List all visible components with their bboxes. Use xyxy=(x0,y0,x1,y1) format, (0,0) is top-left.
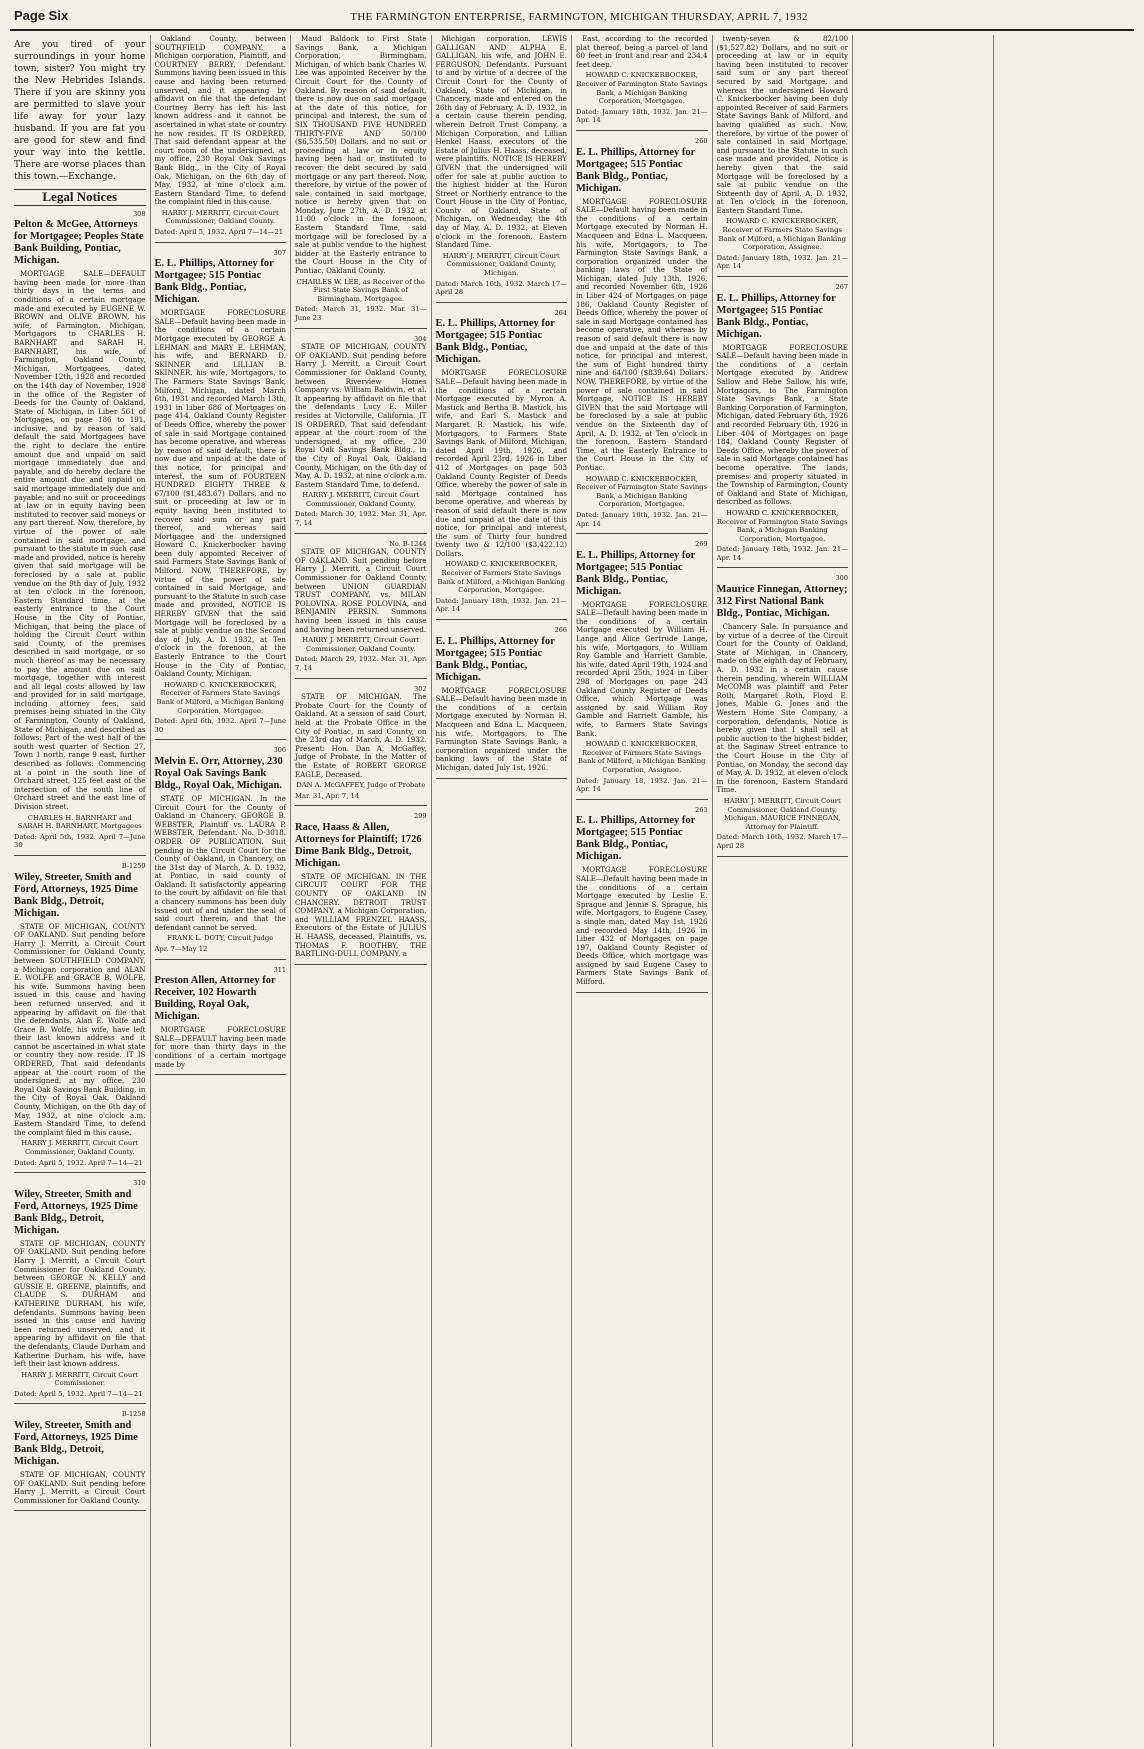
notice-signature: HARRY J. MERRITT, Circuit Court Commissioner, Oakland County, Michigan. MAURICE FINNEGAN, Attorney for Plaintiff. xyxy=(723,796,841,831)
notice-body: MORTGAGE FORECLOSURE SALE—Default having been made in the conditions of a certain Mortgage executed by GEORGE A. LEHMAN and MARY E. LEHMAN, his wife, and BERNARD D. SKINNER and LILLIAN B. SKINNER, his wife, Mortgagors, to The Farmers State Savings Bank, Milford, Michigan, dated March 6th, 1931 and recorded March 13th, 1931 in Liber 686 of Mortgages on page 414, Oakland County Register of Deeds Office, whereby the power of sale in said Mortgage contained has become operative, and whereas by reason of said default, there is now due and unpaid at the date of this notice, for principal and interest, the sum of FOURTEEN HUNDRED EIGHTY THREE & 67/100 ($1,483.67) Dollars, and no suit or proceeding at law or in equity having been instituted to recover said sum or any part thereof, and whereas said Mortgagee and the undersigned Howard C. Knickerbocker having been duly appointed Receiver of said Farmers State Savings Bank of Milford. NOW, THEREFORE, by virtue of the power of sale contained in said Mortgage, and pursuant to the Statute in such case made and provided, NOTICE IS HEREBY GIVEN that the said Mortgage will be foreclosed by a sale at public vendue on the Second day of July, A. D. 1932, at Ten o'clock in the forenoon, at the Easterly Entrance to the Court House in the City of Pontiac, Oakland County, Michigan. xyxy=(154,308,286,679)
notice-body: MORTGAGE FORECLOSURE SALE—Default having been made in the conditions of a certain Mortgage executed by Norman H. Macqueen and Edna L. Macqueen, his wife, Mortgagors, to The Farmington State Savings Bank, a corporation organized under the banking laws of the State of Michigan, dated July 13th, 1926, and recorded November 6th, 1926 in Liber 424 of Mortgages on page 186, Oakland County Register of Deeds Office, whereby the power of sale in said Mortgage contained has become operative, and whereas by reason of said default there is now due and unpaid at the date of this notice, for principal and interest, the sum of Eight hundred thirty nine and 64/100 ($839.64) Dollars. NOW, THEREFORE, by virtue of the power of sale contained in said Mortgage, NOTICE IS HEREBY GIVEN that the said Mortgage will be foreclosed by a sale at public vendue on the Sixteenth day of April, A. D. 1932, at Ten o'clock in the forenoon, Eastern Standard Time, at the Easterly Entrance to the Court House in the City of Pontiac. xyxy=(576,196,708,472)
notice-number: 302 xyxy=(414,684,427,693)
notice-body: MORTGAGE FORECLOSURE SALE—Default having been made in the conditions of a certain Mortgage executed by Norman H. Macqueen and Edna L. Macqueen, his wife, Mortgagors, to The Farmington State Savings Bank, a corporation organized under the banking laws of the State of Michigan, dated July 1st, 1926. xyxy=(435,685,567,772)
notice-signature: HOWARD C. KNICKERBOCKER, Receiver of Farmington State Savings Bank, a Michigan Banking Corporation, Mortgagee. xyxy=(576,474,708,509)
notice-body: MORTGAGE FORECLOSURE SALE—Default having been made in the conditions of a certain Mortgage executed by Myron A. Mastick and Bertha B. Mastick, his wife, and Earl S. Mastick and Margaret R. Mastick, his wife, Mortgagors, to Farmers State Savings Bank, of Milford, Michigan, dated April 19th, 1926, and recorded April 23rd, 1926 in Liber 412 of Mortgages on page 503 Oakland County Register of Deeds Office, whereby the power of sale in said Mortgage contained has become operative, and whereas by reason of said default there is now due and unpaid at the date of this notice, for principal and interest, the sum of Thirty four hundred twenty two & 12/100 ($3,422.12) Dollars. xyxy=(435,368,567,558)
notice-signature: HOWARD C. KNICKERBOCKER, Receiver of Farmers State Savings Bank of Milford, a Michigan Banking Corporation, Assignee. xyxy=(578,740,706,774)
notice-body: Chancery Sale. In pursuance and by virtue of a decree of the Circuit Court for the County of Oakland, State of Michigan, in Chancery, made on the eighth day of February, A. D. 1932 in a certain cause therein pending, wherein WILLIAM McCOMB was plaintiff and Peter Roth, Margaret Roth, Floyd E. Jones, Mable G. Jones and the Western Home Site Company, a corporation, defendants, Notice is hereby given that I shall sell at public auction to the highest bidder, at the Saginaw Street entrance to the Court House in the City of Pontiac, on Monday, the second day of May, A. D. 1932, at eleven o'clock in the forenoon, Eastern Standard Time. xyxy=(716,622,848,795)
notice-signature: HARRY J. MERRITT, Circuit Court Commissioner, Oakland County. xyxy=(21,1139,139,1156)
column-notices xyxy=(14,210,146,1512)
notice-attorney: E. L. Phillips, Attorney for Mortgagee; 515 Pontiac Bank Bldg., Pontiac, Michigan. xyxy=(154,258,274,306)
legal-notice xyxy=(717,574,849,856)
columns-container xyxy=(10,35,1134,1747)
notice-attorney: Wiley, Streeter, Smith and Ford, Attorneys, 1925 Dime Bank Bldg., Detroit, Michigan. xyxy=(14,1420,138,1468)
notice-date: Apr. 7—May 12 xyxy=(154,945,208,954)
notice-signature: HOWARD C. KNICKERBOCKER, Receiver of Farmers State Savings Bank of Milford, a Michigan Banking Corporation, Mortgagee. xyxy=(437,560,565,595)
notice-signature: HOWARD C. KNICKERBOCKER, Receiver of Farmington State Savings Bank, a Michigan Banking Corporation, Mortgagee. xyxy=(576,71,708,106)
notice-attorney: E. L. Phillips, Attorney for Mortgagee; 515 Pontiac Bank Bldg., Pontiac, Michigan. xyxy=(716,292,836,340)
notice-attorney: E. L. Phillips, Attorney for Mortgagee; 515 Pontiac Bank Bldg., Pontiac, Michigan. xyxy=(576,815,696,863)
notice-body: STATE OF MICHIGAN. The Probate Court for the County of Oakland. At a session of said Court, held at the Probate Office in the City of Pontiac, in said County, on the 23rd day of March, A. D. 1932. Present: Hon. Dan A. McGaffey, Judge of Probate. In the Matter of the Estate of ROBERT GEORGE EAGLE, Deceased. xyxy=(295,692,427,779)
notice-body: STATE OF MICHIGAN, COUNTY OF OAKLAND. Suit pending before Harry J. Merritt, a Circuit Court Commissioner for Oakland County. xyxy=(14,1470,146,1505)
notice-body: twenty-seven & 82/100 ($1,527.82) Dollars, and no suit or proceeding at law or in equity having been instituted to recover said sum or any part thereof secured by said Mortgage, and whereas the undersigned Howard C. Knickerbocker having been duly appointed Receiver of said Farmers State Savings Bank of Milford, and having qualified as such. Now, therefore, by virtue of the power of sale contained in said Mortgage, and pursuant to the Statute in such case made and provided, Notice is hereby given that the said Mortgage will be foreclosed by a sale at public vendue on the Sixteenth day of April, A. D. 1932, at Ten o'clock in the forenoon, Eastern Standard Time. xyxy=(716,35,848,215)
notice-date: Dated: April 5th, 1932. April 7—June 30 xyxy=(14,832,146,850)
column-notices xyxy=(436,35,568,779)
notice-date: Dated: January 18th, 1932. Jan. 21—Apr. 14 xyxy=(576,510,708,528)
page-number: Page Six xyxy=(14,8,69,23)
notice-signature: HOWARD C. KNICKERBOCKER, Receiver of Farmers State Savings Bank of Milford, a Michigan Banking Corporation, Assignee. xyxy=(718,217,846,252)
notice-body: STATE OF MICHIGAN, COUNTY OF OAKLAND. Suit pending before Harry J. Merritt, a Circuit Court Commissioner for Oakland County, between SOUTHFIELD COMPANY, a Michigan corporation and ALAN E. WOLFE and GRACE B. WOLFE, his wife. Summons having been issued in this cause and having been returned unserved, and it appearing by affidavit on file that the defendants, Alan E. Wolfe and Grace B. Wolfe, his wife, have left their last known address and it cannot be ascertained in what state or country they now reside. IT IS ORDERED, That said defendants appear at the court room of the undersigned, at my office, 230 Royal Oak Savings Bank Building, in the City of Royal Oak, Oakland County, Michigan, on the 6th day of May, 1932, at nine o'clock a.m. Eastern Standard Time, to defend the complaint filed in this cause. xyxy=(14,921,146,1137)
legal-notice xyxy=(436,309,568,620)
legal-notice xyxy=(295,35,427,329)
notice-number: 264 xyxy=(554,308,567,317)
notice-date: Dated: January 18th, 1932. Jan. 21—Apr. 14 xyxy=(576,107,708,125)
notice-date: Dated: January 18, 1932. Jan. 21—Apr. 14 xyxy=(576,776,708,794)
notice-number: 310 xyxy=(133,1179,146,1188)
paper-title-line: THE FARMINGTON ENTERPRISE, FARMINGTON, MICHIGAN THURSDAY, APRIL 7, 1932 xyxy=(350,11,808,23)
legal-notice xyxy=(155,35,287,243)
legal-notice xyxy=(576,137,708,534)
column-notices xyxy=(155,35,287,1075)
legal-notice xyxy=(576,540,708,800)
legal-notice xyxy=(14,1179,146,1404)
notice-body: STATE OF MICHIGAN. In the Circuit Court for the County of Oakland in Chancery. GEORGE B. WEBSTER, Plaintiff vs. LAURA P. WEBSTER, Defendant. No. D-3018. ORDER OF PUBLICATION. Suit pending in the Circuit Court for the County of Oakland, in Chancery, on the 31st day of March, A. D. 1932, at Pontiac, in said county of Oakland. It satisfactorily appearing to the court by affidavit on file that a chancery summons has been duly issued out of and under the seal of said court therein, and that the defendant cannot be served. xyxy=(154,793,286,932)
notice-signature: DAN A. McGAFFEY, Judge of Probate xyxy=(296,781,426,790)
notice-body: MORTGAGE FORECLOSURE SALE—Default having been made in the conditions of a certain Mortgage executed by Leslie E. Sprague and Jennie S. Sprague, his wife, Mortgagors, to Eugene Casey, a single man, dated May 1st, 1926 and recorded May 14th, 1926 in Liber 432 of Mortgages on page 197, Oakland County Register of Deeds Office, which mortgage was assigned by said Eugene Casey to Farmers State Savings Bank of Milford. xyxy=(576,865,708,987)
notice-date: Dated: March 16th, 1932. March 17—April 28 xyxy=(435,279,567,297)
column-4 xyxy=(432,35,573,1747)
legal-notice xyxy=(14,210,146,856)
column-8 xyxy=(994,35,1135,1747)
notice-number: 267 xyxy=(835,283,848,292)
notice-signature: HARRY J. MERRITT, Circuit Court Commissioner, Oakland County. xyxy=(161,208,279,226)
legal-notice xyxy=(576,806,708,993)
notice-attorney: E. L. Phillips, Attorney for Mortgagee; 515 Pontiac Bank Bldg., Pontiac, Michigan. xyxy=(576,549,696,597)
legal-notice xyxy=(436,35,568,303)
notice-number: 263 xyxy=(695,805,708,814)
notice-signature: HARRY J. MERRITT, Circuit Court Commissioner, Oakland County. xyxy=(302,491,420,508)
notice-body: MORTGAGE FORECLOSURE SALE—DEFAULT having been made for more than thirty days in the conditions of a certain mortgage made by xyxy=(154,1025,286,1069)
notice-date: Dated: January 18th, 1932. Jan. 21—Apr. 14 xyxy=(716,545,848,562)
notice-body: STATE OF MICHIGAN. IN THE CIRCUIT COURT FOR THE COUNTY OF OAKLAND IN CHANCERY. DETROIT TRUST COMPANY, a Michigan Corporation, and WILLIAM FRENZEL HAASS, Executors of the Estate of JULIUS H. HAASS, deceased, Plaintiffs, vs. THOMAS F. BOOTHBY, THE BARTLING-DULL COMPANY, a xyxy=(295,871,427,959)
notice-signature: HARRY J. MERRITT, Circuit Court Commissioner. xyxy=(21,1370,139,1388)
column-notices xyxy=(576,35,708,993)
column-5 xyxy=(572,35,713,1747)
notice-body: MORTGAGE SALE—DEFAULT having been made for more than thirty days in the terms and conditions of a certain mortgage made and executed by EUGENE W. BROWN and OLIVE BROWN, his wife, of Farmington, Michigan, Mortgagors to CHARLES H. BARNHART and SARAH H. BARNHART, his wife, of Farmington, Oakland County, Michigan, Mortgagees, dated November 12th, 1928 and recorded on the 14th day of November, 1928 in the office of the Register of Deeds for the County of Oakland, State of Michigan, in Liber 561 of Mortgages, on page 186 to 191, inclusive, and by reason of said default the said Mortgagees have the right to declare the entire amount due and unpaid on said mortgage immediately due and payable, and do hereby declare the entire amount due and unpaid on said mortgage immediately due and payable; and no suit or proceedings at law or in equity having been instituted to recover said moneys or any part thereof. Now, therefore, by virtue of the power of sale contained in said mortgage, and pursuant to the statute in such case made and provided, notice is hereby given that said mortgage will be foreclosed by a sale at public vendue on the 9th day of July, 1932 at ten o'clock in the forenoon, Eastern Standard time, at the easterly entrance to the Court House in the City of Pontiac, Michigan, that being the place of holding the Circuit Court within said County, of the premises described in said mortgage, or so much thereof as may be necessary to pay the amount due on said mortgage, together with interest and all legal costs allowed by law and provided for in said mortgage, including attorney fees, said premises being situated in the City of Farmington, County of Oakland, State of Michigan, and described as follows: Part of the west half of the south west quarter of Section 27, Town 1 north, range 9 east, further described as follows: Commencing at a point in the south line of Orchard street, 125 feet east of the intersection of the south line of Orchard street and the east line of Division street. xyxy=(14,269,146,811)
notice-signature: HOWARD C. KNICKERBOCKER, Receiver of Farmers State Savings Bank of Milford, a Michigan Banking Corporation, Mortgagee. xyxy=(156,680,284,715)
notice-attorney: Maurice Finnegan, Attorney; 312 First National Bank Bldg., Pontiac, Michigan. xyxy=(716,584,848,620)
notice-attorney: Melvin E. Orr, Attorney, 230 Royal Oak Savings Bank Bldg., Royal Oak, Michigan. xyxy=(154,755,283,791)
notice-number: 269 xyxy=(695,540,708,549)
notice-body: Maud Baldock to First State Savings Bank, a Michigan Corporation, Birmingham, Michigan, of which bank Charles W. Lee was appointed Receiver by the Circuit Court for the County of Oakland. By reason of said default, there is now due on said mortgage at the date of this notice, for principal and interest, the sum of SIX THOUSAND FIVE HUNDRED THIRTY-FIVE AND 50/100 ($6,535.50) Dollars, and no suit or proceeding at law or in equity having been had or instituted to recover the debt secured by said mortgage or any part thereof. Now, therefore, by virtue of the power of sale contained in said mortgage, notice is hereby given that on Monday, June 27th, A. D. 1932 at 11:00 o'clock in the forenoon, Eastern Standard Time, said mortgage will be foreclosed by a sale at public vendue to the highest bidder at the Easterly entrance to the Court House in the City of Pontiac, Oakland County. xyxy=(295,35,427,276)
legal-notice xyxy=(155,249,287,741)
notice-date: Dated: March 29, 1932. Mar. 31, Apr. 7, 14 xyxy=(295,655,427,672)
notice-date: Dated: January 18th, 1932. Jan. 21—Apr. 14 xyxy=(435,596,567,614)
notice-body: STATE OF MICHIGAN, COUNTY OF OAKLAND. Suit pending before Harry J. Merritt, a Circuit Court Commissioner for Oakland County, between Riverview Homes Company vs. William Baldwin, et al. It appearing by affidavit on file that the defendants Lucy E. Miller resides at Victorville, California. IT IS ORDERED, That said defendant appear at the court room of the undersigned, at my office, 230 Royal Oak Savings Bank Bldg., in the City of Royal Oak, Oakland County, Michigan, on the 6th day of May, A. D. 1932, at nine o'clock a.m. Eastern Standard Time, to defend. xyxy=(295,342,427,489)
notice-date: Dated: April 6th, 1932. April 7—June 30 xyxy=(154,717,286,734)
notice-number: 307 xyxy=(273,248,286,257)
column-notices xyxy=(717,35,849,857)
legal-notice xyxy=(155,746,287,959)
notice-date: Dated: March 30, 1932. Mar. 31, Apr. 7, 14 xyxy=(295,510,427,528)
notice-attorney: E. L. Phillips, Attorney for Mortgagee; 515 Pontiac Bank Bldg., Pontiac, Michigan. xyxy=(435,318,555,366)
notice-signature: HOWARD C. KNICKERBOCKER, Receiver of Farmington State Savings Bank, a Michigan Banking Corporation, Mortgagee. xyxy=(716,508,848,543)
notice-signature: CHARLES W. LEE, as Receiver of the First State Savings Bank of Birmingham, Mortgagee. xyxy=(296,277,425,303)
notice-body: STATE OF MICHIGAN, COUNTY OF OAKLAND. Suit pending before Harry J. Merritt, a Circuit Court Commissioner for Oakland County, between GEORGE N. KELLY and GUSSIE E. GREENE, plaintiffs, and CLAUDE S. DURHAM and KATHERINE DURHAM, his wife, defendants. Summons having been issued in this cause and having been returned unserved, and it appearing by affidavit on file that the defendants, Claude Durham and Katherine Durham, his wife, have left their last known address. xyxy=(14,1238,146,1369)
intro-paragraph: Are you tired of your surroundings in your home town, sister? You might try the New Hebrides Islands. There if you are skinny you are permitted to slave your life away for your lazy husband. If you are fat you are good for stew and find your way into the kettle. There are worse places than this town.—Exchange. xyxy=(14,40,146,182)
notice-attorney: E. L. Phillips, Attorney for Mortgagee; 515 Pontiac Bank Bldg., Pontiac, Michigan. xyxy=(435,635,555,683)
notice-body: MORTGAGE FORECLOSURE SALE—Default having been made in the conditions of a certain Mortgage executed by Andrew Sallow and Hebe Sallow, his wife, Mortgagors, to The Farmington State Savings Bank, a State Banking Corporation of Farmington, Michigan, dated February 6th, 1926 and recorded February 6th, 1926 in Liber 404 of Mortgages on page 184, Oakland County Register of Deeds Office, whereby the power of sale in said Mortgage contained has become operative. The lands, premises and property situated in the Township of Farmington, County of Oakland and State of Michigan, described as follows. xyxy=(716,342,848,507)
notice-date: Dated: April 5, 1932. April 7—14—21 xyxy=(14,1389,143,1398)
legal-notice xyxy=(295,685,427,807)
legal-notice xyxy=(717,35,849,277)
legal-notice xyxy=(436,626,568,779)
masthead xyxy=(10,6,1134,31)
column-7 xyxy=(853,35,994,1747)
notice-date: Mar. 31, Apr. 7, 14 xyxy=(295,791,360,800)
notice-attorney: Race, Haass & Allen, Attorneys for Plaintiff; 1726 Dime Bank Bldg., Detroit, Michigan. xyxy=(295,821,422,869)
legal-notice xyxy=(14,862,146,1173)
notice-body: Oakland County, between SOUTHFIELD COMPANY, a Michigan corporation, Plaintiff, and COURTNEY BERRY, Defendant. Summons having been issued in this cause and having been returned unserved, and it appearing by affidavit on file that the defendant Courtney Berry has left his last known address and it cannot be ascertained in what state or country he now resides. IT IS ORDERED, That said defendant appear at the court room of the undersigned, at my office, 230 Royal Oak Savings Bank Bldg., in the City of Royal Oak, Michigan, on the 6th day of May, 1932, at nine o'clock a.m. Eastern Standard Time, to defend the complaint filed in this cause. xyxy=(154,35,286,207)
legal-notice xyxy=(295,812,427,965)
column-2 xyxy=(151,35,292,1747)
notice-body: Michigan corporation, LEWIS GALLIGAN AND ALPHA E. GALLIGAN, his wife, and JOHN E. FERGUSON, Defendants. Pursuant to and by virtue of a decree of the Circuit Court for the County of Oakland, State of Michigan, in Chancery, made and entered on the 26th day of February, A. D. 1932, in a certain cause therein pending, wherein Detroit Trust Company, a Michigan Corporation, and Lillian Henkel Haass, executors of the Estate of Julius H. Haass, deceased, were plaintiffs. NOTICE IS HEREBY GIVEN that the undersigned will offer for sale at public auction to the highest bidder at the Huron Street or Northerly entrance to the Court House in the City of Pontiac, County of Oakland, State of Michigan, on Wednesday, the 4th day of May, A. D. 1932, at Eleven o'clock in the forenoon, Eastern Standard Time. xyxy=(435,35,567,250)
notice-date: Dated: January 18th, 1932. Jan. 21—Apr. 14 xyxy=(716,253,848,271)
legal-notice xyxy=(717,283,849,568)
column-1 xyxy=(10,35,151,1747)
notice-body: MORTGAGE FORECLOSURE SALE—Default having been made in the conditions of a certain Mortgage executed by William H. Lange and Alice Gertrude Lange, his wife, Mortgagors, to William Roy Gamble and Harriett Gamble, his wife, dated April 19th, 1924 and recorded April 25th, 1924 in Liber 298 of Mortgages on page 243 Oakland County Register of Deeds Office, which Mortgage was assigned by said William Roy Gamble and Harriett Gamble, his wife, to Farmers State Savings Bank. xyxy=(576,599,708,738)
notice-body: East, according to the recorded plat thereof, being a parcel of land 60 feet in front and rear and 234.4 feet deep. xyxy=(576,35,708,69)
legal-notice xyxy=(14,1410,146,1511)
notice-number: 299 xyxy=(414,812,427,821)
notice-signature: FRANK L. DOTY, Circuit Judge xyxy=(167,934,274,943)
notice-date: Dated: April 5, 1932. April 7—14—21 xyxy=(154,228,284,237)
legal-notices-heading: Legal Notices xyxy=(14,189,146,206)
notice-attorney: Preston Allen, Attorney for Receiver, 102 Howarth Building, Royal Oak, Michigan. xyxy=(154,975,276,1023)
notice-number: No. B-1244 xyxy=(389,539,427,548)
column-3 xyxy=(291,35,432,1747)
notice-date: Dated: March 31, 1932. Mar. 31—June 23 xyxy=(295,305,427,322)
notice-body: STATE OF MICHIGAN, COUNTY OF OAKLAND. Suit pending before Harry J. Merritt, a Circuit Court Commissioner for Oakland County, between UNION GUARDIAN TRUST COMPANY, vs. MILAN POLOVINA, ROSE POLOVINA, and BENJAMIN PERSIN. Summons having been issued in this cause and having been returned unserved. xyxy=(295,547,427,634)
legal-notice xyxy=(295,335,427,534)
notice-number: B-1258 xyxy=(121,1410,146,1419)
notice-number: 306 xyxy=(273,746,286,755)
notice-attorney: E. L. Phillips, Attorney for Mortgagee; 515 Pontiac Bank Bldg., Pontiac, Michigan. xyxy=(576,146,696,194)
notice-number: 260 xyxy=(695,136,708,145)
notice-number: B-1259 xyxy=(121,861,146,870)
column-6 xyxy=(713,35,854,1747)
notice-attorney: Wiley, Streeter, Smith and Ford, Attorneys, 1925 Dime Bank Bldg., Detroit, Michigan. xyxy=(14,871,138,919)
notice-date: Dated: April 5, 1932. April 7—14—21 xyxy=(14,1158,143,1167)
legal-notice xyxy=(155,966,287,1076)
notice-number: 304 xyxy=(414,334,427,343)
legal-notice xyxy=(576,35,708,131)
column-notices xyxy=(295,35,427,965)
notice-date: Dated: March 16th, 1932. March 17—April 28 xyxy=(716,833,848,850)
notice-attorney: Pelton & McGee, Attorneys for Mortgagee; Peoples State Bank Building, Pontiac, Michigan. xyxy=(14,219,144,267)
notice-number: 266 xyxy=(554,626,567,635)
notice-number: 300 xyxy=(835,574,848,583)
notice-signature: CHARLES H. BARNHART and SARAH H. BARNHART, Mortgagees xyxy=(17,813,142,831)
legal-notice xyxy=(295,540,427,679)
notice-attorney: Wiley, Streeter, Smith and Ford, Attorneys, 1925 Dime Bank Bldg., Detroit, Michigan. xyxy=(14,1188,138,1236)
notice-signature: HARRY J. MERRITT, Circuit Court Commissioner, Oakland County. xyxy=(302,636,420,653)
notice-number: 308 xyxy=(133,209,146,218)
notice-number: 311 xyxy=(273,965,286,974)
notice-signature: HARRY J. MERRITT, Circuit Court Commissioner, Oakland County, Michigan. xyxy=(442,251,560,278)
